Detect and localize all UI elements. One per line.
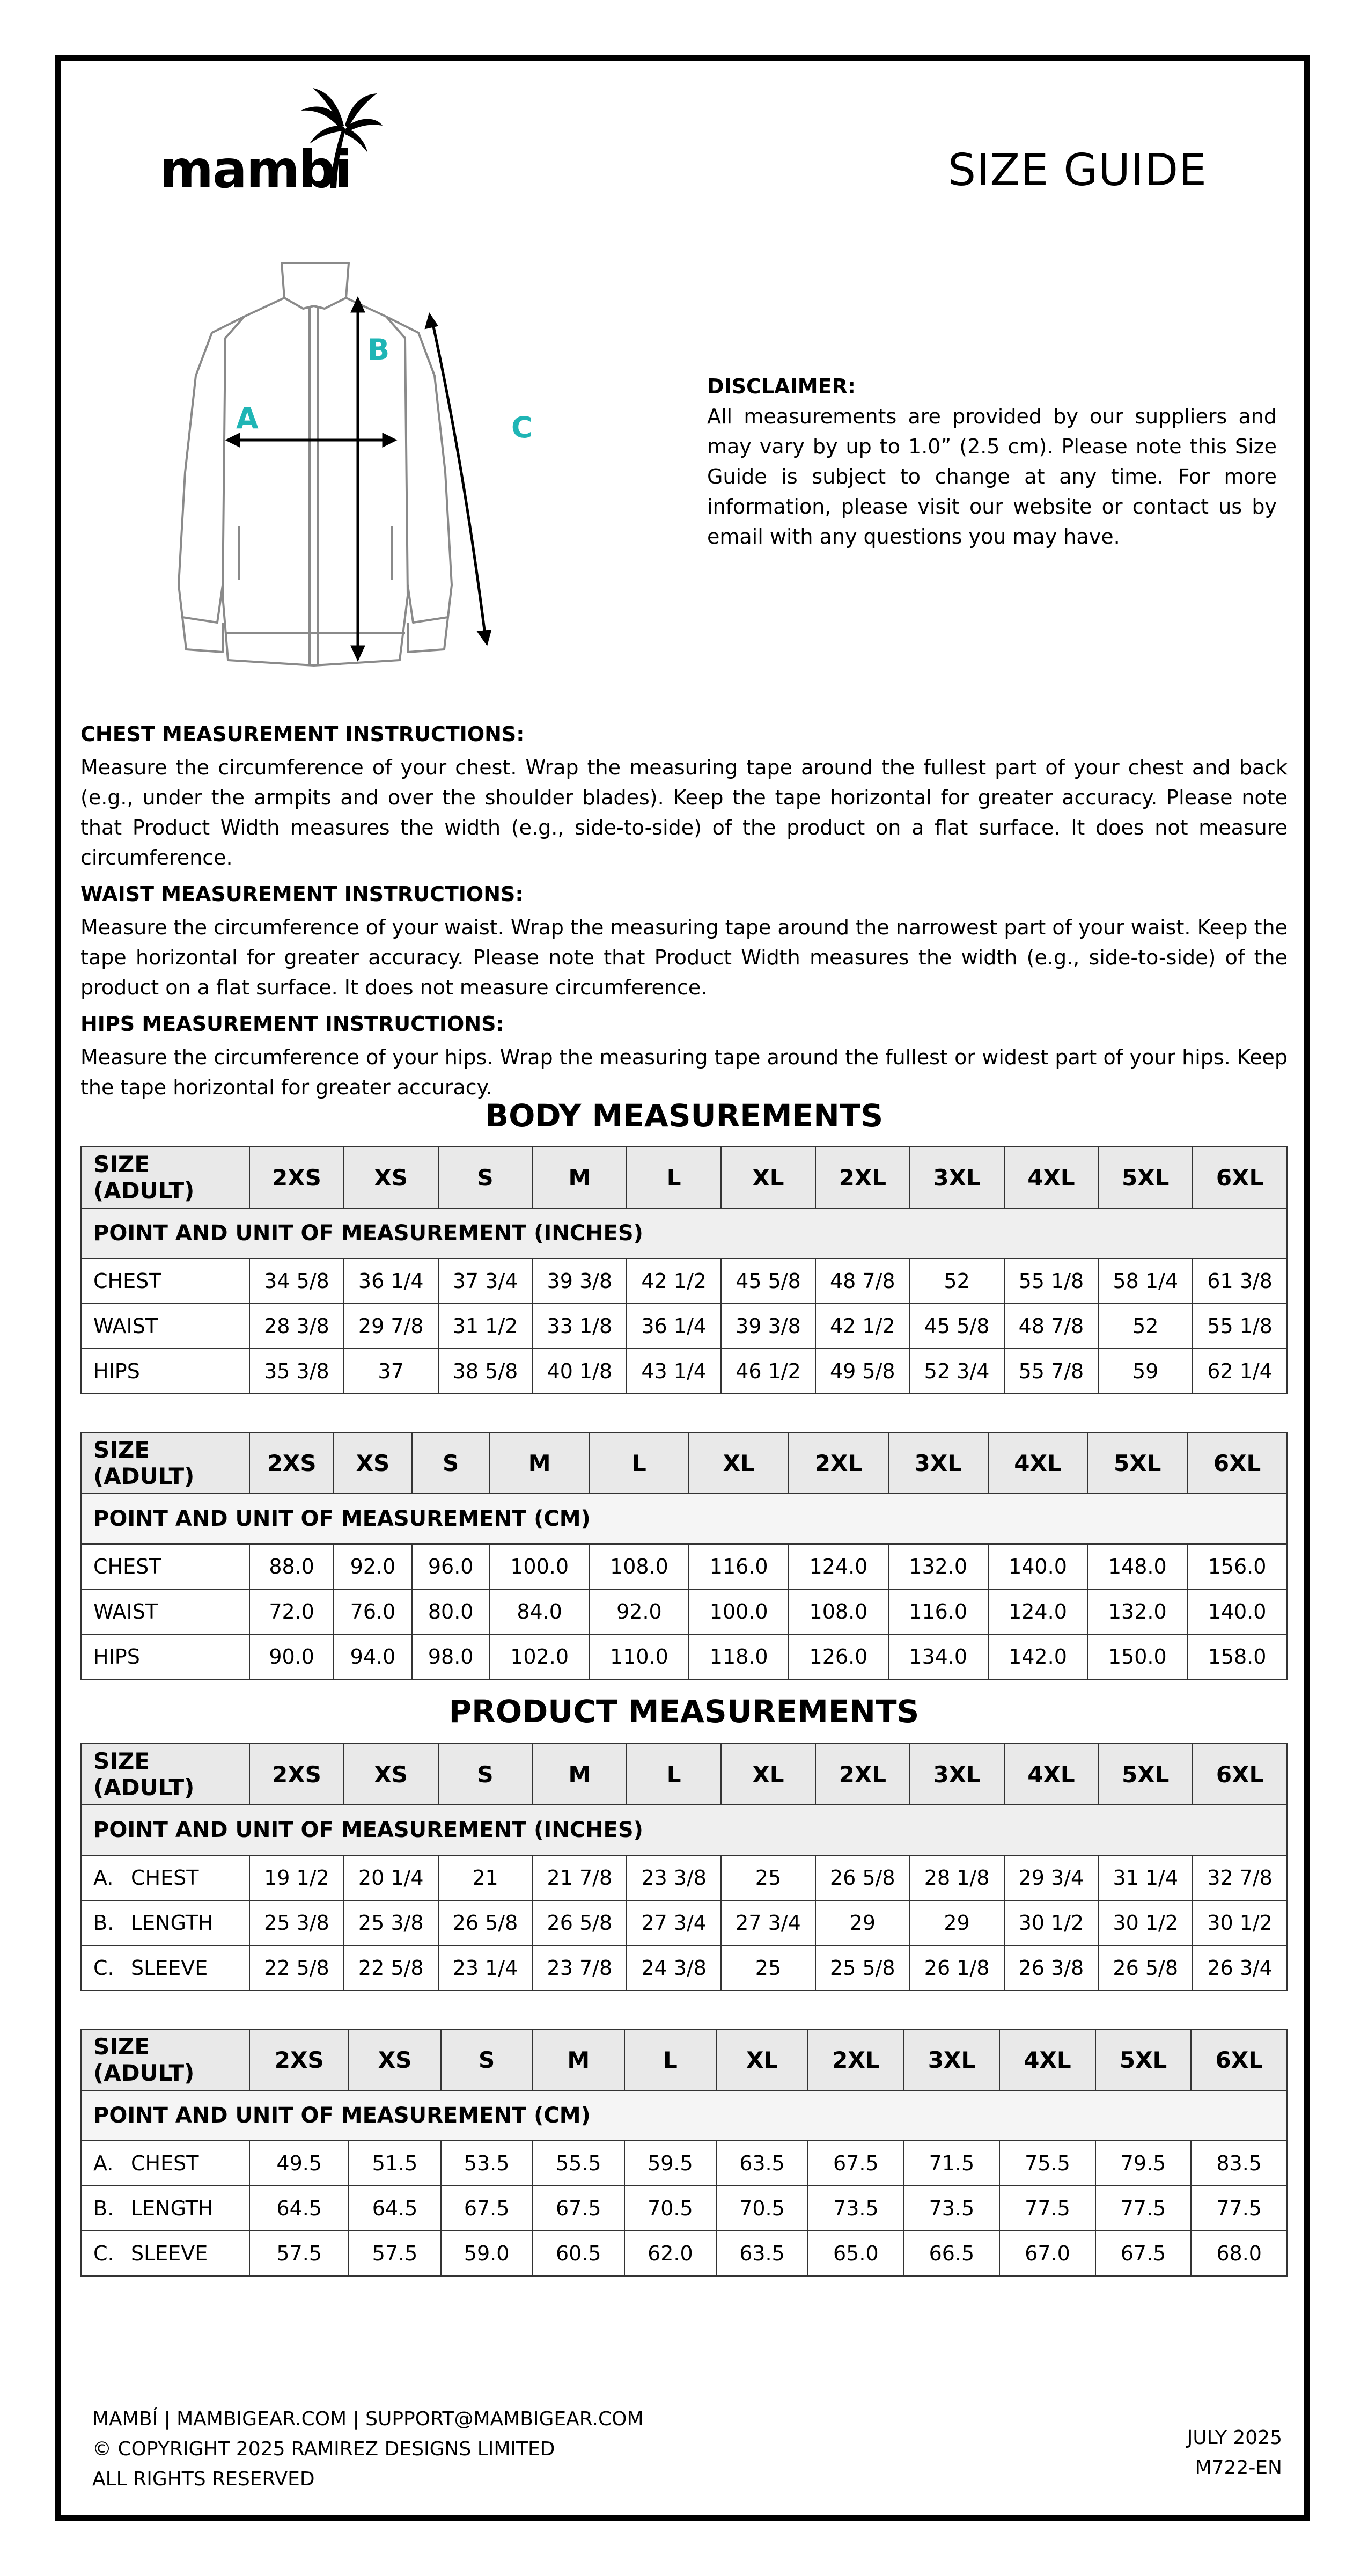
size-column-header: S	[438, 1744, 533, 1805]
table-cell: 66.5	[904, 2231, 1000, 2276]
table-cell: 67.5	[533, 2186, 624, 2231]
table-cell: 92.0	[590, 1589, 689, 1634]
table-cell: 140.0	[1187, 1589, 1287, 1634]
waist-instructions-text: Measure the circumference of your waist. Wrap the measuring tape around the narrowest part of your waist. Keep the tape horizontal for greater accuracy. Please note that Product Width measures the width (e.g., side-to-side) of the product on a flat surface. It does not measure circumference.	[80, 916, 1288, 999]
row-label-cell	[81, 1304, 249, 1349]
size-column-header: 6XL	[1193, 1744, 1287, 1805]
table-cell: 83.5	[1191, 2141, 1287, 2186]
row-label-cell	[81, 2186, 249, 2231]
footer-info	[92, 2404, 644, 2494]
table-cell: 158.0	[1187, 1634, 1287, 1679]
size-column-header: 4XL	[1004, 1147, 1099, 1208]
table-cell: 108.0	[789, 1589, 888, 1634]
table-cell: 26 5/8	[532, 1900, 627, 1945]
table-cell: 59.0	[441, 2231, 533, 2276]
measurement-label: CHEST	[131, 2151, 199, 2175]
table-cell: 51.5	[349, 2141, 440, 2186]
table-cell: 84.0	[490, 1589, 590, 1634]
table-row	[81, 2141, 1287, 2186]
table-cell: 43 1/4	[627, 1349, 721, 1394]
table-cell: 52 3/4	[910, 1349, 1004, 1394]
table-cell: 75.5	[999, 2141, 1095, 2186]
table-cell: 27 3/4	[721, 1900, 815, 1945]
table-row	[81, 1634, 1287, 1679]
table-cell: 72.0	[249, 1589, 334, 1634]
table-cell: 73.5	[904, 2186, 1000, 2231]
body-inches-table	[80, 1146, 1288, 1394]
table-cell: 25	[721, 1855, 815, 1900]
disclaimer	[707, 371, 1277, 552]
size-column-header: 4XL	[1004, 1744, 1099, 1805]
size-column-header: XL	[689, 1432, 789, 1494]
size-column-header: S	[412, 1432, 490, 1494]
table-cell: 39 3/8	[532, 1258, 627, 1304]
size-column-header: XL	[721, 1147, 815, 1208]
table-cell: 23 7/8	[532, 1945, 627, 1990]
table-cell: 76.0	[334, 1589, 411, 1634]
measurement-instructions	[80, 714, 1288, 1109]
size-column-header: XS	[344, 1147, 438, 1208]
table-cell: 57.5	[249, 2231, 349, 2276]
body-cm-table	[80, 1432, 1288, 1680]
size-column-header: 2XS	[249, 1744, 344, 1805]
waist-instructions-heading: WAIST MEASUREMENT INSTRUCTIONS:	[80, 882, 524, 906]
size-column-header: 6XL	[1191, 2029, 1287, 2090]
table-cell: 25 5/8	[815, 1945, 910, 1990]
unit-subheader-row	[81, 2090, 1287, 2141]
unit-subheader: POINT AND UNIT OF MEASUREMENT (INCHES)	[81, 1208, 1287, 1258]
size-column-header: M	[533, 2029, 624, 2090]
table-cell: 29	[910, 1900, 1004, 1945]
table-cell: 49.5	[249, 2141, 349, 2186]
row-label-cell	[81, 1900, 249, 1945]
table-cell: 53.5	[441, 2141, 533, 2186]
table-cell: 25	[721, 1945, 815, 1990]
size-column-header: S	[441, 2029, 533, 2090]
table-cell: 80.0	[412, 1589, 490, 1634]
measurement-point: A.	[93, 2151, 114, 2175]
unit-subheader: POINT AND UNIT OF MEASUREMENT (CM)	[81, 2090, 1287, 2141]
size-header: SIZE (ADULT)	[81, 1744, 249, 1805]
measurement-label: LENGTH	[131, 1911, 214, 1935]
table-cell: 77.5	[1191, 2186, 1287, 2231]
table-cell: 67.0	[999, 2231, 1095, 2276]
table-cell: 92.0	[334, 1544, 411, 1589]
table-cell: 55 1/8	[1193, 1304, 1287, 1349]
unit-subheader-row	[81, 1805, 1287, 1855]
size-column-header: 5XL	[1095, 2029, 1192, 2090]
footer-contact: MAMBÍ | MAMBIGEAR.COM | SUPPORT@MAMBIGEAR.COM	[92, 2408, 644, 2430]
size-column-header: L	[624, 2029, 716, 2090]
table-cell: 22 5/8	[344, 1945, 438, 1990]
table-cell: 19 1/2	[249, 1855, 344, 1900]
size-column-header: XS	[344, 1744, 438, 1805]
table-cell: 142.0	[988, 1634, 1088, 1679]
table-header-row	[81, 1147, 1287, 1208]
row-label-cell	[81, 2141, 249, 2186]
table-cell: 102.0	[490, 1634, 590, 1679]
table-cell: 70.5	[716, 2186, 808, 2231]
size-column-header: 3XL	[888, 1432, 988, 1494]
product-cm-table	[80, 2029, 1288, 2277]
table-row	[81, 1258, 1287, 1304]
size-column-header: 4XL	[988, 1432, 1088, 1494]
table-cell: 100.0	[490, 1544, 590, 1589]
row-label-cell	[81, 2231, 249, 2276]
table-cell: 77.5	[1095, 2186, 1192, 2231]
size-column-header: L	[590, 1432, 689, 1494]
table-cell: 30 1/2	[1193, 1900, 1287, 1945]
table-cell: 94.0	[334, 1634, 411, 1679]
table-cell: 59	[1098, 1349, 1193, 1394]
table-cell: 48 7/8	[815, 1258, 910, 1304]
size-column-header: 5XL	[1098, 1744, 1193, 1805]
table-cell: 24 3/8	[627, 1945, 721, 1990]
table-header-row	[81, 1744, 1287, 1805]
size-column-header: 2XS	[249, 1432, 334, 1494]
table-cell: 58 1/4	[1098, 1258, 1193, 1304]
measurement-label: CHEST	[93, 1269, 161, 1293]
table-cell: 31 1/2	[438, 1304, 533, 1349]
table-cell: 45 5/8	[910, 1304, 1004, 1349]
chest-instructions-text: Measure the circumference of your chest. Wrap the measuring tape around the fullest part of your chest and back (e.g., under the armpits and over the shoulder blades). Keep the tape horizontal for greater accuracy. Please note that Product Width measures the width (e.g., side-to-side) of the product on a flat surface. It does not measure circumference.	[80, 756, 1288, 869]
row-label-cell	[81, 1589, 249, 1634]
table-cell: 63.5	[716, 2141, 808, 2186]
table-cell: 124.0	[988, 1589, 1088, 1634]
table-cell: 39 3/8	[721, 1304, 815, 1349]
measurement-label: SLEEVE	[131, 1956, 208, 1980]
table-cell: 28 1/8	[910, 1855, 1004, 1900]
size-column-header: 3XL	[904, 2029, 1000, 2090]
footer-date: JULY 2025	[1187, 2427, 1282, 2449]
table-cell: 23 1/4	[438, 1945, 533, 1990]
jacket-diagram	[142, 252, 550, 676]
table-cell: 25 3/8	[344, 1900, 438, 1945]
table-cell: 59.5	[624, 2141, 716, 2186]
disclaimer-text: All measurements are provided by our suppliers and may vary by up to 1.0” (2.5 cm). Please note this Size Guide is subject to change at any time. For more information, please visit our website or contact us by email with any questions you may have.	[707, 405, 1277, 548]
size-column-header: M	[532, 1147, 627, 1208]
table-cell: 63.5	[716, 2231, 808, 2276]
table-cell: 98.0	[412, 1634, 490, 1679]
product-measurements-title: PRODUCT MEASUREMENTS	[448, 1693, 920, 1730]
brand-wordmark: mambi	[160, 140, 351, 200]
label-b: B	[367, 333, 390, 367]
table-row	[81, 2231, 1287, 2276]
table-row	[81, 1855, 1287, 1900]
size-column-header: 3XL	[910, 1744, 1004, 1805]
table-cell: 49 5/8	[815, 1349, 910, 1394]
table-cell: 110.0	[590, 1634, 689, 1679]
table-cell: 29	[815, 1900, 910, 1945]
row-label-cell	[81, 1945, 249, 1990]
table-row	[81, 1544, 1287, 1589]
table-cell: 26 5/8	[438, 1900, 533, 1945]
table-cell: 46 1/2	[721, 1349, 815, 1394]
table-cell: 134.0	[888, 1634, 988, 1679]
table-cell: 70.5	[624, 2186, 716, 2231]
size-column-header: L	[627, 1744, 721, 1805]
table-cell: 29 3/4	[1004, 1855, 1099, 1900]
table-cell: 30 1/2	[1004, 1900, 1099, 1945]
table-cell: 118.0	[689, 1634, 789, 1679]
row-label-cell	[81, 1258, 249, 1304]
table-cell: 26 3/4	[1193, 1945, 1287, 1990]
size-column-header: 2XL	[815, 1744, 910, 1805]
table-cell: 45 5/8	[721, 1258, 815, 1304]
table-cell: 156.0	[1187, 1544, 1287, 1589]
table-cell: 88.0	[249, 1544, 334, 1589]
table-cell: 27 3/4	[627, 1900, 721, 1945]
measurement-label: LENGTH	[131, 2197, 214, 2220]
label-a: A	[236, 401, 259, 435]
unit-subheader: POINT AND UNIT OF MEASUREMENT (CM)	[81, 1494, 1287, 1544]
measurement-point: C.	[93, 1956, 114, 1980]
row-label-cell	[81, 1349, 249, 1394]
size-column-header: XS	[349, 2029, 440, 2090]
size-column-header: 2XS	[249, 1147, 344, 1208]
size-column-header: 6XL	[1193, 1147, 1287, 1208]
table-cell: 57.5	[349, 2231, 440, 2276]
unit-subheader-row	[81, 1494, 1287, 1544]
table-cell: 23 3/8	[627, 1855, 721, 1900]
size-column-header: S	[438, 1147, 533, 1208]
size-header: SIZE (ADULT)	[81, 1147, 249, 1208]
table-cell: 37 3/4	[438, 1258, 533, 1304]
size-column-header: 5XL	[1087, 1432, 1187, 1494]
size-column-header: M	[490, 1432, 590, 1494]
table-cell: 79.5	[1095, 2141, 1192, 2186]
table-cell: 26 1/8	[910, 1945, 1004, 1990]
table-cell: 67.5	[1095, 2231, 1192, 2276]
table-cell: 55.5	[533, 2141, 624, 2186]
footer-meta	[1187, 2423, 1282, 2483]
row-label-cell	[81, 1544, 249, 1589]
size-column-header: M	[532, 1744, 627, 1805]
size-column-header: 6XL	[1187, 1432, 1287, 1494]
table-cell: 52	[1098, 1304, 1193, 1349]
table-row	[81, 1900, 1287, 1945]
table-cell: 96.0	[412, 1544, 490, 1589]
table-cell: 26 3/8	[1004, 1945, 1099, 1990]
table-cell: 77.5	[999, 2186, 1095, 2231]
measurement-label: HIPS	[93, 1359, 140, 1383]
table-cell: 52	[910, 1258, 1004, 1304]
table-cell: 108.0	[590, 1544, 689, 1589]
table-cell: 60.5	[533, 2231, 624, 2276]
table-cell: 124.0	[789, 1544, 888, 1589]
table-cell: 28 3/8	[249, 1304, 344, 1349]
table-cell: 64.5	[249, 2186, 349, 2231]
hips-instructions-text: Measure the circumference of your hips. Wrap the measuring tape around the fullest or widest part of your hips. Keep the tape horizontal for greater accuracy.	[80, 1045, 1288, 1099]
table-cell: 62 1/4	[1193, 1349, 1287, 1394]
size-column-header: XL	[721, 1744, 815, 1805]
body-measurements-title: BODY MEASUREMENTS	[484, 1097, 884, 1134]
table-row	[81, 1945, 1287, 1990]
table-cell: 71.5	[904, 2141, 1000, 2186]
table-cell: 150.0	[1087, 1634, 1187, 1679]
unit-subheader: POINT AND UNIT OF MEASUREMENT (INCHES)	[81, 1805, 1287, 1855]
table-cell: 65.0	[808, 2231, 904, 2276]
size-column-header: 2XL	[808, 2029, 904, 2090]
footer-doc-code: M722-EN	[1195, 2457, 1282, 2479]
row-label-cell	[81, 1634, 249, 1679]
table-cell: 132.0	[1087, 1589, 1187, 1634]
measurement-label: CHEST	[93, 1555, 161, 1578]
table-cell: 34 5/8	[249, 1258, 344, 1304]
disclaimer-heading: DISCLAIMER:	[707, 375, 856, 398]
size-header: SIZE (ADULT)	[81, 2029, 249, 2090]
size-column-header: 5XL	[1098, 1147, 1193, 1208]
table-cell: 36 1/4	[344, 1258, 438, 1304]
measurement-point: B.	[93, 1911, 114, 1935]
table-cell: 100.0	[689, 1589, 789, 1634]
label-c: C	[511, 411, 533, 444]
table-cell: 55 1/8	[1004, 1258, 1099, 1304]
measurement-label: WAIST	[93, 1314, 158, 1338]
size-column-header: 4XL	[999, 2029, 1095, 2090]
table-row	[81, 1304, 1287, 1349]
brand-logo	[160, 86, 385, 200]
table-cell: 36 1/4	[627, 1304, 721, 1349]
measurement-label: SLEEVE	[131, 2242, 208, 2265]
table-cell: 126.0	[789, 1634, 888, 1679]
table-row	[81, 2186, 1287, 2231]
size-column-header: XL	[716, 2029, 808, 2090]
table-cell: 22 5/8	[249, 1945, 344, 1990]
footer-copyright: © COPYRIGHT 2025 RAMIREZ DESIGNS LIMITED	[92, 2438, 555, 2460]
table-cell: 30 1/2	[1098, 1900, 1193, 1945]
page-title: SIZE GUIDE	[948, 145, 1207, 196]
table-cell: 67.5	[441, 2186, 533, 2231]
measurement-label: WAIST	[93, 1600, 158, 1623]
product-inches-table	[80, 1743, 1288, 1991]
table-row	[81, 1589, 1287, 1634]
table-header-row	[81, 1432, 1287, 1494]
table-cell: 132.0	[888, 1544, 988, 1589]
footer-rights: ALL RIGHTS RESERVED	[92, 2468, 315, 2490]
table-cell: 25 3/8	[249, 1900, 344, 1945]
size-column-header: 3XL	[910, 1147, 1004, 1208]
table-cell: 35 3/8	[249, 1349, 344, 1394]
table-cell: 116.0	[888, 1589, 988, 1634]
table-cell: 62.0	[624, 2231, 716, 2276]
table-cell: 148.0	[1087, 1544, 1187, 1589]
table-cell: 140.0	[988, 1544, 1088, 1589]
table-cell: 68.0	[1191, 2231, 1287, 2276]
table-cell: 61 3/8	[1193, 1258, 1287, 1304]
table-cell: 21 7/8	[532, 1855, 627, 1900]
table-cell: 29 7/8	[344, 1304, 438, 1349]
table-cell: 42 1/2	[627, 1258, 721, 1304]
table-cell: 20 1/4	[344, 1855, 438, 1900]
table-cell: 31 1/4	[1098, 1855, 1193, 1900]
measurement-point: A.	[93, 1866, 114, 1890]
table-cell: 67.5	[808, 2141, 904, 2186]
table-header-row	[81, 2029, 1287, 2090]
measurement-label: CHEST	[131, 1866, 199, 1890]
table-cell: 42 1/2	[815, 1304, 910, 1349]
table-cell: 116.0	[689, 1544, 789, 1589]
size-column-header: XS	[334, 1432, 411, 1494]
table-cell: 33 1/8	[532, 1304, 627, 1349]
table-cell: 73.5	[808, 2186, 904, 2231]
table-cell: 21	[438, 1855, 533, 1900]
unit-subheader-row	[81, 1208, 1287, 1258]
size-column-header: L	[627, 1147, 721, 1208]
size-column-header: 2XL	[789, 1432, 888, 1494]
measurement-label: HIPS	[93, 1645, 140, 1668]
table-cell: 90.0	[249, 1634, 334, 1679]
table-cell: 55 7/8	[1004, 1349, 1099, 1394]
measurement-point: C.	[93, 2242, 114, 2265]
row-label-cell	[81, 1855, 249, 1900]
chest-instructions-heading: CHEST MEASUREMENT INSTRUCTIONS:	[80, 722, 525, 746]
size-column-header: 2XS	[249, 2029, 349, 2090]
table-cell: 48 7/8	[1004, 1304, 1099, 1349]
table-cell: 40 1/8	[532, 1349, 627, 1394]
size-column-header: 2XL	[815, 1147, 910, 1208]
hips-instructions-heading: HIPS MEASUREMENT INSTRUCTIONS:	[80, 1012, 504, 1036]
table-cell: 38 5/8	[438, 1349, 533, 1394]
table-cell: 26 5/8	[1098, 1945, 1193, 1990]
table-cell: 26 5/8	[815, 1855, 910, 1900]
table-row	[81, 1349, 1287, 1394]
size-header: SIZE (ADULT)	[81, 1432, 249, 1494]
table-cell: 32 7/8	[1193, 1855, 1287, 1900]
measurement-point: B.	[93, 2197, 114, 2220]
table-cell: 37	[344, 1349, 438, 1394]
table-cell: 64.5	[349, 2186, 440, 2231]
